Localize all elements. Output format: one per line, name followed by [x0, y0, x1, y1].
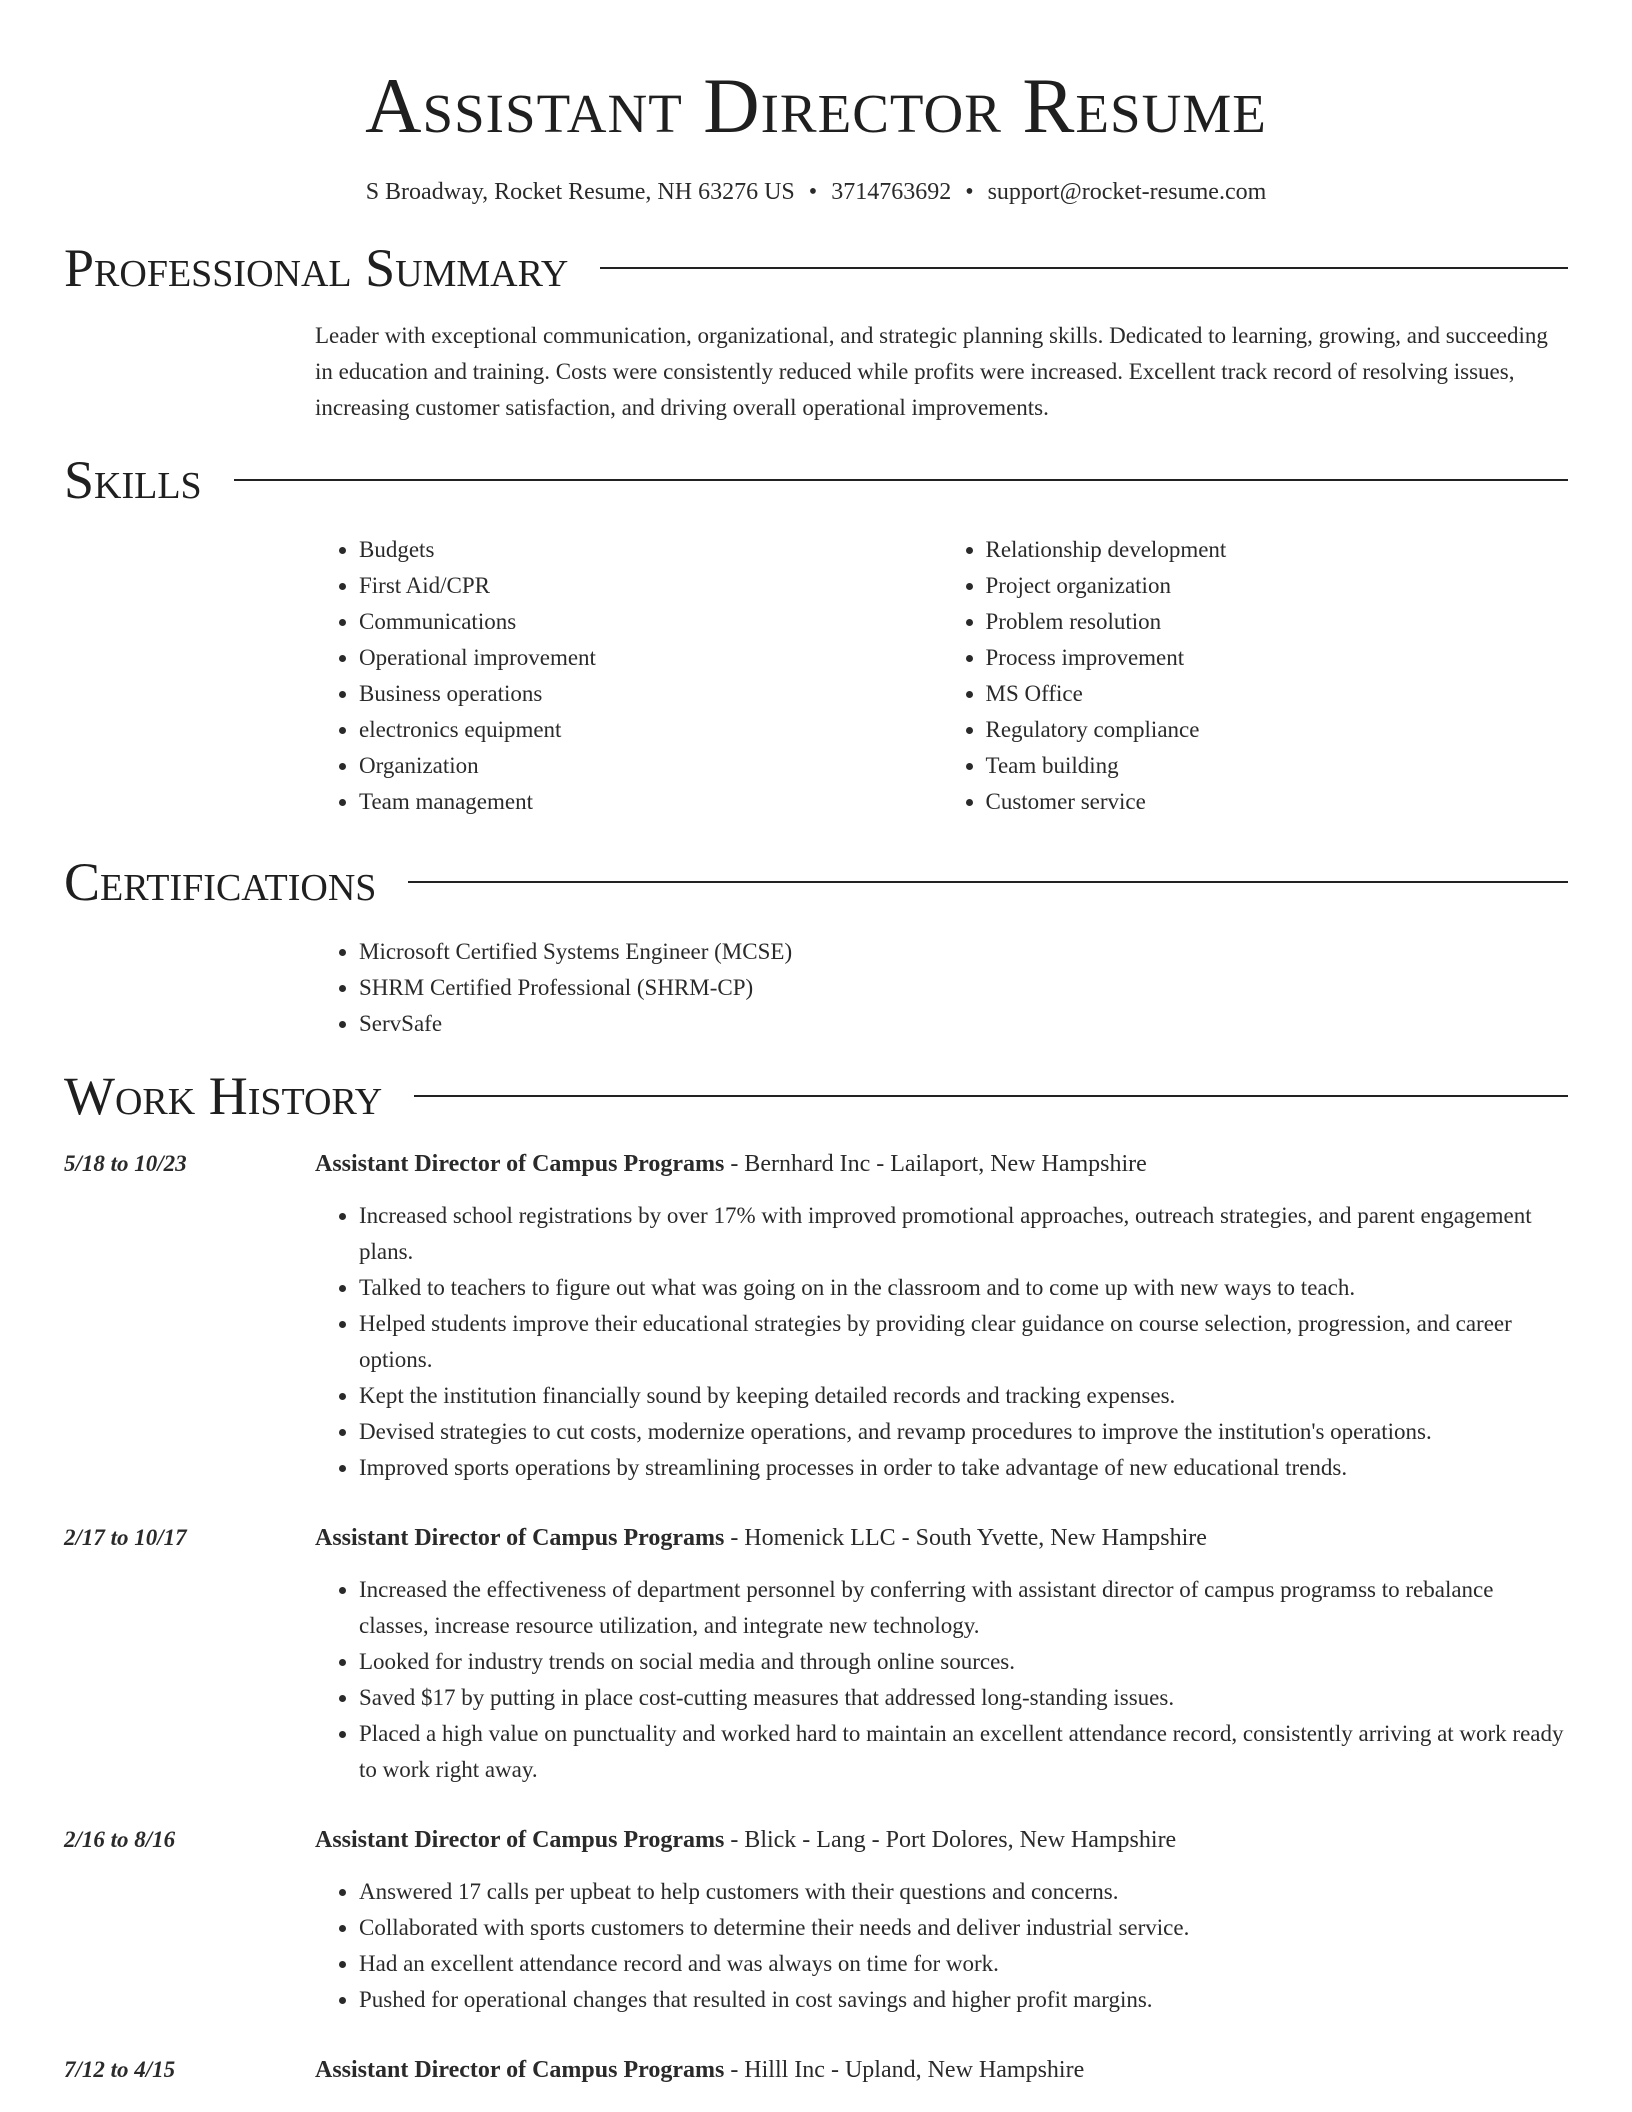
skills-columns [315, 532, 1568, 820]
job-dates: 5/18 to 10/23 [64, 1151, 187, 1176]
work-history-heading: Work History [64, 1066, 383, 1126]
skill-item: • Business operations [359, 676, 942, 712]
job-bullet: • Improved sports operations by streamlining processes in order to take advantage of new educational trends. [359, 1450, 1568, 1486]
skills-section [64, 450, 1568, 820]
job-company: - Bernhard Inc - Lailaport, New Hampshire [724, 1151, 1147, 1177]
skill-item: • Organization [359, 748, 942, 784]
job-bullet: • Increased school registrations by over 17% with improved promotional approaches, outreach strategies, and parent engagement plans. [359, 1198, 1568, 1270]
summary-header [64, 238, 1568, 298]
job-bullet: • Saved $17 by putting in place cost-cutting measures that addressed long-standing issues. [359, 1680, 1568, 1716]
job-bullet: • Looked for industry trends on social media and through online sources. [359, 1644, 1568, 1680]
job-entry [64, 1146, 1568, 1486]
job-bullets [315, 1572, 1568, 1788]
job-bullet: • Collaborated with sports customers to determine their needs and deliver industrial service. [359, 1910, 1568, 1946]
work-history-section [64, 1066, 1568, 2088]
section-divider [414, 1095, 1568, 1097]
skill-item: • Relationship development [986, 532, 1569, 568]
job-dates: 2/17 to 10/17 [64, 1525, 187, 1550]
job-entry [64, 1822, 1568, 2018]
job-entry [64, 1520, 1568, 1788]
skill-item: • electronics equipment [359, 712, 942, 748]
skills-list-right [942, 532, 1569, 820]
job-bullet: • Increased the effectiveness of department personnel by conferring with assistant director of campus programss to rebalance classes, increase resource utilization, and integrate new technology. [359, 1572, 1568, 1644]
certification-item: • SHRM Certified Professional (SHRM-CP) [359, 970, 1568, 1006]
contact-email: support@rocket-resume.com [987, 179, 1267, 205]
skill-item: • Process improvement [986, 640, 1569, 676]
skill-item: • Customer service [986, 784, 1569, 820]
skill-item: • Problem resolution [986, 604, 1569, 640]
skills-header [64, 450, 1568, 510]
skills-heading: Skills [64, 450, 202, 510]
skill-item: • Communications [359, 604, 942, 640]
work-history-header [64, 1066, 1568, 1126]
job-company: - Blick - Lang - Port Dolores, New Hampshire [724, 1827, 1177, 1853]
job-title: Assistant Director of Campus Programs [315, 1827, 725, 1853]
job-heading [315, 1146, 1568, 1182]
job-bullet: • Kept the institution financially sound by keeping detailed records and tracking expenses. [359, 1378, 1568, 1414]
summary-heading: Professional Summary [64, 238, 569, 298]
job-title: Assistant Director of Campus Programs [315, 1525, 725, 1551]
section-divider [600, 267, 1568, 269]
job-bullet: • Pushed for operational changes that resulted in cost savings and higher profit margins. [359, 1982, 1568, 2018]
job-bullet: • Helped students improve their educational strategies by providing clear guidance on course selection, progression, and career options. [359, 1306, 1568, 1378]
summary-text: Leader with exceptional communication, organizational, and strategic planning skills. Dedicated to learning, growing, and succeeding in education and training. Costs were consistently reduced while profits were increased. Excellent track record of resolving issues, increasing customer satisfaction, and driving overall operational improvements. [315, 323, 1548, 420]
resume-title: Assistant Director Resume [365, 62, 1267, 149]
job-bullet: • Answered 17 calls per upbeat to help customers with their questions and concerns. [359, 1874, 1568, 1910]
job-heading [315, 1822, 1568, 1858]
skill-item: • Team management [359, 784, 942, 820]
certifications-heading: Certifications [64, 852, 377, 912]
certification-item: • ServSafe [359, 1006, 1568, 1042]
section-divider [234, 479, 1568, 481]
contact-separator: • [808, 179, 818, 205]
skill-item: • Regulatory compliance [986, 712, 1569, 748]
job-heading [315, 1520, 1568, 1556]
skill-item: • Budgets [359, 532, 942, 568]
summary-section [64, 238, 1568, 426]
job-bullet: • Talked to teachers to figure out what was going on in the classroom and to come up with new ways to teach. [359, 1270, 1568, 1306]
skill-item: • Project organization [986, 568, 1569, 604]
job-title: Assistant Director of Campus Programs [315, 2057, 725, 2083]
contact-separator: • [965, 179, 974, 205]
section-divider [408, 881, 1568, 883]
skills-list-left [315, 532, 942, 820]
job-bullet: • Placed a high value on punctuality and worked hard to maintain an excellent attendance record, consistently arriving at work ready to work right away. [359, 1716, 1568, 1788]
job-bullets [315, 1874, 1568, 2018]
job-company: - Homenick LLC - South Yvette, New Hampshire [724, 1525, 1207, 1551]
job-bullet: • Devised strategies to cut costs, modernize operations, and revamp procedures to improve the institution's operations. [359, 1414, 1568, 1450]
contact-line [64, 176, 1568, 208]
certifications-list [315, 934, 1568, 1042]
job-dates: 2/16 to 8/16 [64, 1827, 176, 1852]
skill-item: • Operational improvement [359, 640, 942, 676]
job-dates: 7/12 to 4/15 [64, 2057, 176, 2082]
skill-item: • First Aid/CPR [359, 568, 942, 604]
certification-item: • Microsoft Certified Systems Engineer (MCSE) [359, 934, 1568, 970]
job-bullet: • Had an excellent attendance record and was always on time for work. [359, 1946, 1568, 1982]
contact-address: S Broadway, Rocket Resume, NH 63276 US [365, 179, 795, 205]
contact-phone: 3714763692 [831, 179, 952, 205]
job-entry [64, 2052, 1568, 2088]
certifications-header [64, 852, 1568, 912]
job-title: Assistant Director of Campus Programs [315, 1151, 725, 1177]
job-bullets [315, 1198, 1568, 1486]
certifications-section [64, 852, 1568, 1042]
resume-page [64, 0, 1568, 2088]
skill-item: • MS Office [986, 676, 1569, 712]
skill-item: • Team building [986, 748, 1569, 784]
job-company: - Hilll Inc - Upland, New Hampshire [724, 2057, 1085, 2083]
job-heading [315, 2052, 1568, 2088]
